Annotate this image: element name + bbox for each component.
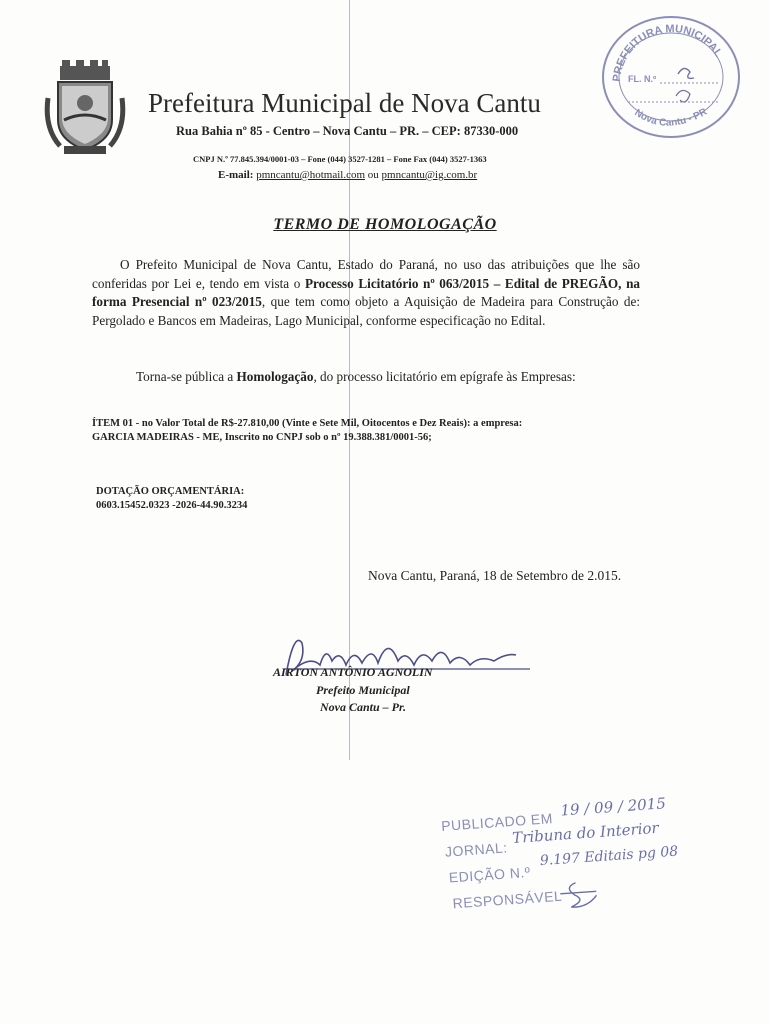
stamp-fl-label: FL. N.º <box>628 74 657 84</box>
paragraph-text-1: O Prefeito Municipal de Nova Cantu, Estado do Paraná, no uso das atribuições que lhe são conferidas por Lei e, tendo em vista o <box>92 257 640 291</box>
dotacao-label: DOTAÇÃO ORÇAMENTÁRIA: <box>96 486 245 497</box>
page-title: Prefeitura Municipal de Nova Cantu <box>148 88 541 118</box>
signer-city: Nova Cantu – Pr. <box>320 700 407 714</box>
budget-allocation <box>96 485 247 513</box>
item-award <box>92 417 642 445</box>
statement-text-2: , do processo licitatório em epígrafe às Empresas: <box>313 369 576 384</box>
municipal-coat-of-arms-icon <box>40 58 130 158</box>
statement-text-1: Torna-se pública a <box>136 369 237 384</box>
statement-bold: Homologação <box>236 369 314 384</box>
publication-statement <box>136 369 576 385</box>
paragraph-text-2: , que tem como objeto a Aquisição de Madeira para Construção de: Pergolado e Bancos em Madeiras, Lago Municipal, conforme especificação no Edital. <box>92 294 641 328</box>
email-link-2[interactable]: pmncantu@ig.com.br <box>381 169 478 181</box>
journal-value: Tribuna do Interior <box>511 818 660 848</box>
document-date: Nova Cantu, Paraná, 18 de Setembro de 2.015. <box>368 568 622 583</box>
paragraph-process-ref: Processo Licitatório nº 063/2015 – Edital de PREGÃO, na forma Presencial nº 023/2015 <box>92 275 640 309</box>
responsible-initials <box>555 874 617 912</box>
journal-label: JORNAL: <box>444 839 509 860</box>
email-line <box>218 169 477 181</box>
stamp-bottom-text: Nova Cantu - PR <box>632 106 710 129</box>
signer-name: AIRTON ANTÔNIO AGNOLIN <box>273 665 433 679</box>
signer-role: Prefeito Municipal <box>316 683 410 697</box>
homologation-paragraph <box>92 256 640 330</box>
cnpj-phone-line: CNPJ N.º 77.845.394/0001-03 – Fone (044) 3527-1281 – Fone Fax (044) 3527-1363 <box>193 154 487 164</box>
dotacao-value: 0603.15452.0323 -2026-44.90.3234 <box>96 500 248 511</box>
item-line-2: GARCIA MADEIRAS - ME, Inscrito no CNPJ sob o nº 19.388.381/0001-56; <box>92 432 432 443</box>
municipal-folio-stamp <box>598 12 743 142</box>
responsible-label: RESPONSÁVEL <box>452 887 563 912</box>
edition-label: EDIÇÃO N.º <box>448 863 531 886</box>
email-separator: ou <box>367 169 379 181</box>
item-line-1: ÍTEM 01 - no Valor Total de R$-27.810,00 (Vinte e Sete Mil, Oitocentos e Dez Reais): a empresa: <box>92 418 523 429</box>
address-line: Rua Bahia nº 85 - Centro – Nova Cantu – PR. – CEP: 87330-000 <box>176 124 519 138</box>
published-label: PUBLICADO EM <box>440 810 554 834</box>
publication-stamp <box>440 788 728 927</box>
published-value: 19 / 09 / 2015 <box>559 794 667 820</box>
email-link-1[interactable]: pmncantu@hotmail.com <box>256 169 366 181</box>
edition-value: 9.197 Editais pg 08 <box>539 843 679 870</box>
document-title: TERMO DE HOMOLOGAÇÃO <box>273 216 497 233</box>
email-label: E-mail: <box>218 169 254 181</box>
stamp-arc-text: PREFEITURA MUNICIPAL <box>610 23 725 83</box>
